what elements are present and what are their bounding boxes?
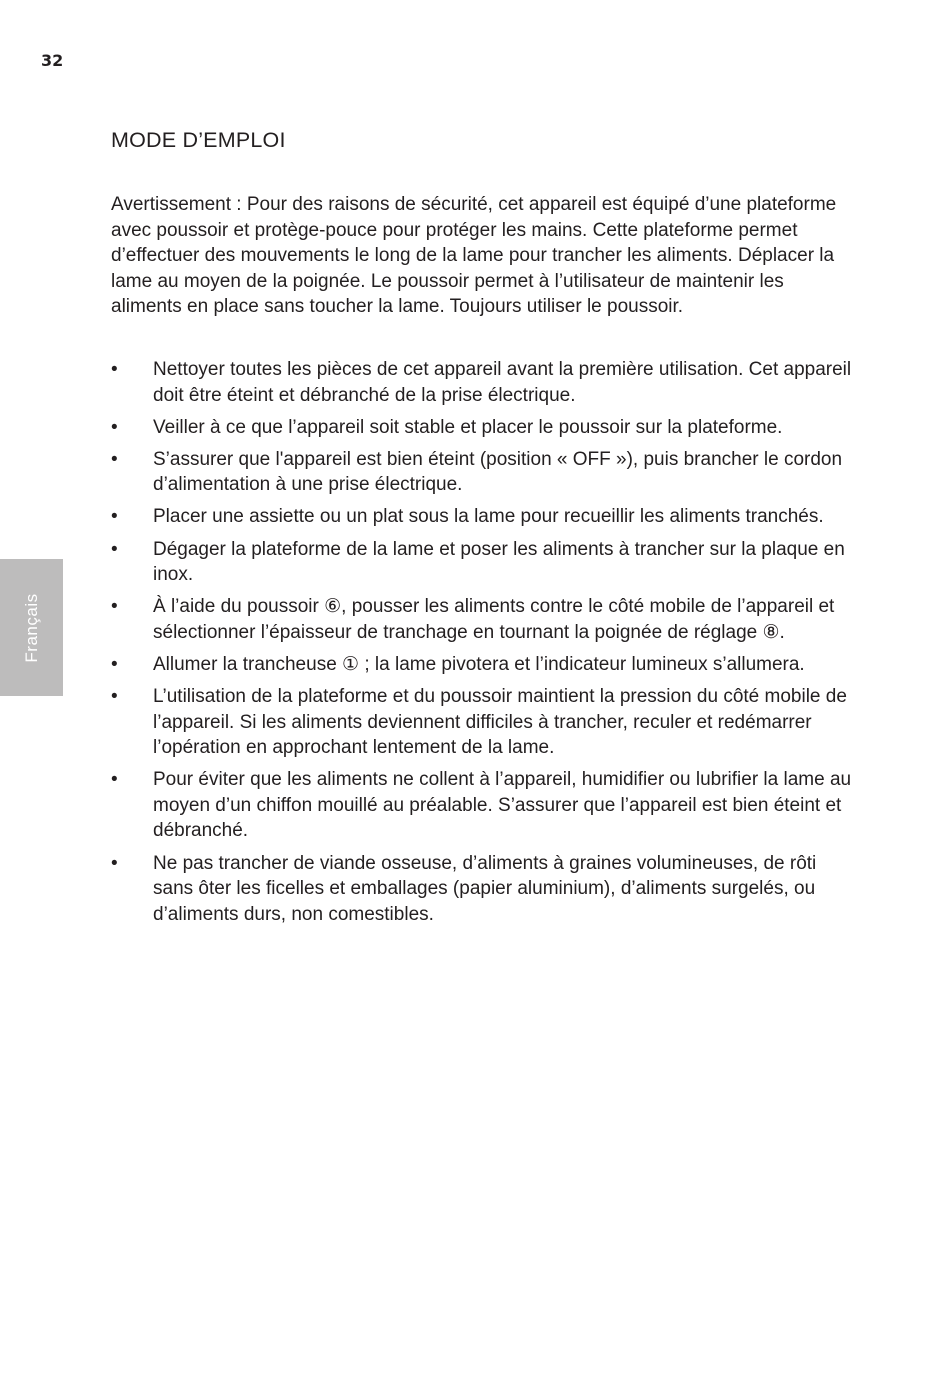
warning-paragraph	[111, 192, 856, 320]
list-item	[111, 767, 856, 844]
bullet-icon: •	[111, 596, 118, 618]
warning-label: Avertissement :	[111, 194, 242, 215]
list-item	[111, 652, 856, 678]
bullet-icon: •	[111, 448, 118, 470]
list-item	[111, 851, 856, 928]
list-item	[111, 537, 856, 588]
bullet-icon: •	[111, 686, 118, 707]
bullet-icon: •	[111, 653, 118, 675]
list-item-text: Allumer la trancheuse ① ; la lame pivotera et l’indicateur lumineux s’allumera.	[153, 653, 805, 675]
bullet-icon: •	[111, 358, 118, 380]
instruction-list	[111, 357, 856, 927]
list-item-text: Placer une assiette ou un plat sous la lame pour recueillir les aliments tranchés.	[153, 506, 824, 528]
warning-text: Pour des raisons de sécurité, cet appareil est équipé d’une plateforme avec poussoir et protège-pouce pour protéger les mains. Cette plateforme permet d’effectuer des mouvements le long de la lame pour trancher les aliments. Déplacer la lame au moyen de la poignée. Le poussoir permet à l’utilisateur de maintenir les aliments en place sans toucher la lame. Toujours utiliser le poussoir.	[111, 194, 837, 318]
list-item-text: Ne pas trancher de viande osseuse, d’aliments à graines volumineuses, de rôti sans ôter les ficelles et emballages (papier aluminium), d’aliments surgelés, ou d’aliments durs, non comestibles.	[153, 852, 817, 925]
list-item	[111, 415, 856, 441]
language-side-tab	[0, 559, 63, 696]
bullet-icon: •	[111, 506, 118, 528]
language-label: Français	[21, 592, 41, 663]
list-item	[111, 357, 856, 408]
list-item	[111, 684, 856, 761]
list-item	[111, 594, 856, 645]
section-title: MODE D’EMPLOI	[111, 128, 286, 152]
list-item-text: À l’aide du poussoir ⑥, pousser les aliments contre le côté mobile de l’appareil et sélectionner l’épaisseur de tranchage en tournant la poignée de réglage ⑧.	[153, 596, 835, 643]
list-item-text: Pour éviter que les aliments ne collent à l’appareil, humidifier ou lubrifier la lame au moyen d’un chiffon mouillé au préalable. S’assurer que l’appareil est bien éteint et débranché.	[153, 769, 852, 842]
list-item-text: Veiller à ce que l’appareil soit stable et placer le poussoir sur la plateforme.	[153, 416, 783, 438]
main-content	[111, 126, 856, 934]
list-item-text: L’utilisation de la plateforme et du poussoir maintient la pression du côté mobile de l’appareil. Si les aliments deviennent difficiles à trancher, reculer et redémarrer l’opération en approchant lentement de la lame.	[153, 686, 847, 759]
bullet-icon: •	[111, 538, 118, 560]
bullet-icon: •	[111, 852, 118, 874]
list-item-text: Dégager la plateforme de la lame et poser les aliments à trancher sur la plaque en inox.	[153, 538, 845, 586]
page-number: 32	[41, 51, 64, 70]
bullet-icon: •	[111, 416, 118, 438]
bullet-icon: •	[111, 769, 118, 791]
list-item-text: Nettoyer toutes les pièces de cet appareil avant la première utilisation. Cet appareil doit être éteint et débranché de la prise électrique.	[153, 358, 852, 406]
list-item	[111, 504, 856, 530]
list-item	[111, 447, 856, 498]
list-item-text: S’assurer que l'appareil est bien éteint (position « OFF »), puis brancher le cordon d’alimentation à une prise électrique.	[153, 448, 843, 496]
